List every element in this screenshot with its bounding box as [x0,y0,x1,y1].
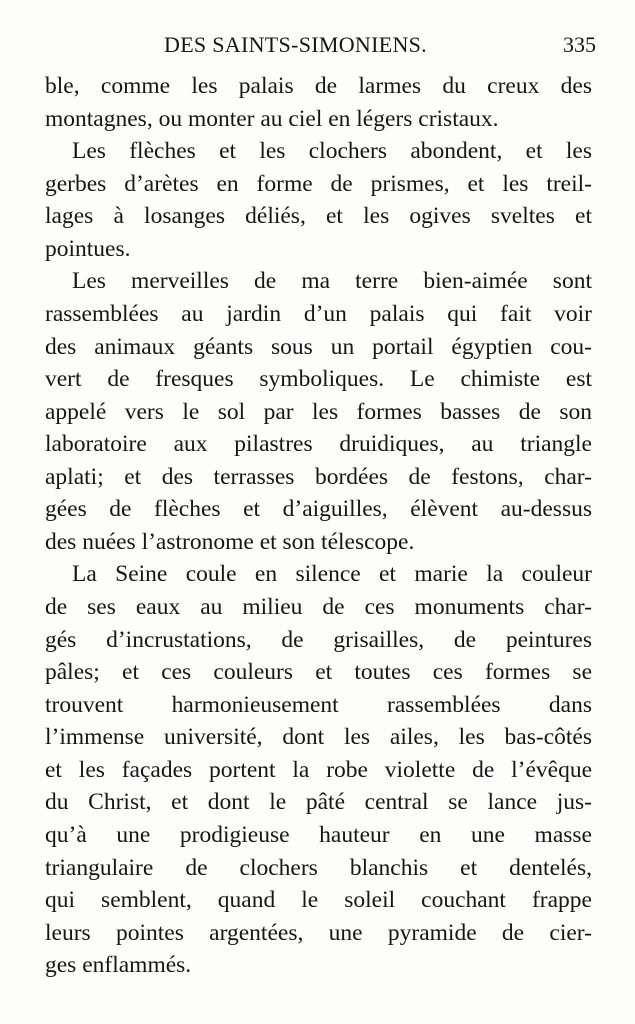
text-line: appelé vers le sol par les formes basses de son [45,398,592,425]
text-line: ges enflammés. [45,952,192,979]
text-line: des animaux géants sous un portail égyptien cou- [45,333,592,360]
text-line: de ses eaux au milieu de ces monuments char- [45,594,592,620]
text-line: La Seine coule en silence et marie la couleur [72,561,592,588]
text-line: ble, comme les palais de larmes du creux des [45,73,592,99]
text-line: pointues. [45,235,131,262]
text-line: montagnes, ou monter au ciel en légers cristaux. [45,105,499,132]
text-line: gés d’incrustations, de grisailles, de peintures [45,626,592,653]
text-line: Les merveilles de ma terre bien-aimée sont [72,268,592,295]
text-line: triangulaire de clochers blanchis et dentelés, [45,854,592,881]
running-title: DES SAINTS-SIMONIENS. [164,32,427,57]
text-line: leurs pointes argentées, une pyramide de cier- [45,919,592,946]
text-line: trouvent harmonieusement rassemblées dans [45,691,592,718]
text-line: gerbes d’arètes en forme de prismes, et les treil- [45,170,592,197]
text-line: qui semblent, quand le soleil couchant frappe [45,887,592,914]
text-line: vert de fresques symboliques. Le chimiste est [45,366,592,393]
body-text [45,70,592,982]
text-line: et les façades portent la robe violette de l’évêque [45,756,592,783]
text-line: gées de flèches et d’aiguilles, élèvent au-dessus [45,496,592,523]
text-line: du Christ, et dont le pâté central se lance jus- [45,789,592,816]
running-header [40,30,596,66]
text-line: pâles; et ces couleurs et toutes ces formes se [45,659,592,686]
text-line: aplati; et des terrasses bordées de festons, char- [45,463,592,490]
text-line: lages à losanges déliés, et les ogives sveltes et [45,203,592,230]
text-line: laboratoire aux pilastres druidiques, au triangle [45,431,592,458]
text-line: l’immense université, dont les ailes, les bas-côtés [45,724,592,751]
page-number: 335 [563,32,596,57]
text-line: qu’à une prodigieuse hauteur en une masse [45,821,592,848]
text-line: des nuées l’astronome et son télescope. [45,528,415,555]
text-line: rassemblées au jardin d’un palais qui fait voir [45,300,592,327]
text-line: Les flèches et les clochers abondent, et les [72,138,592,165]
